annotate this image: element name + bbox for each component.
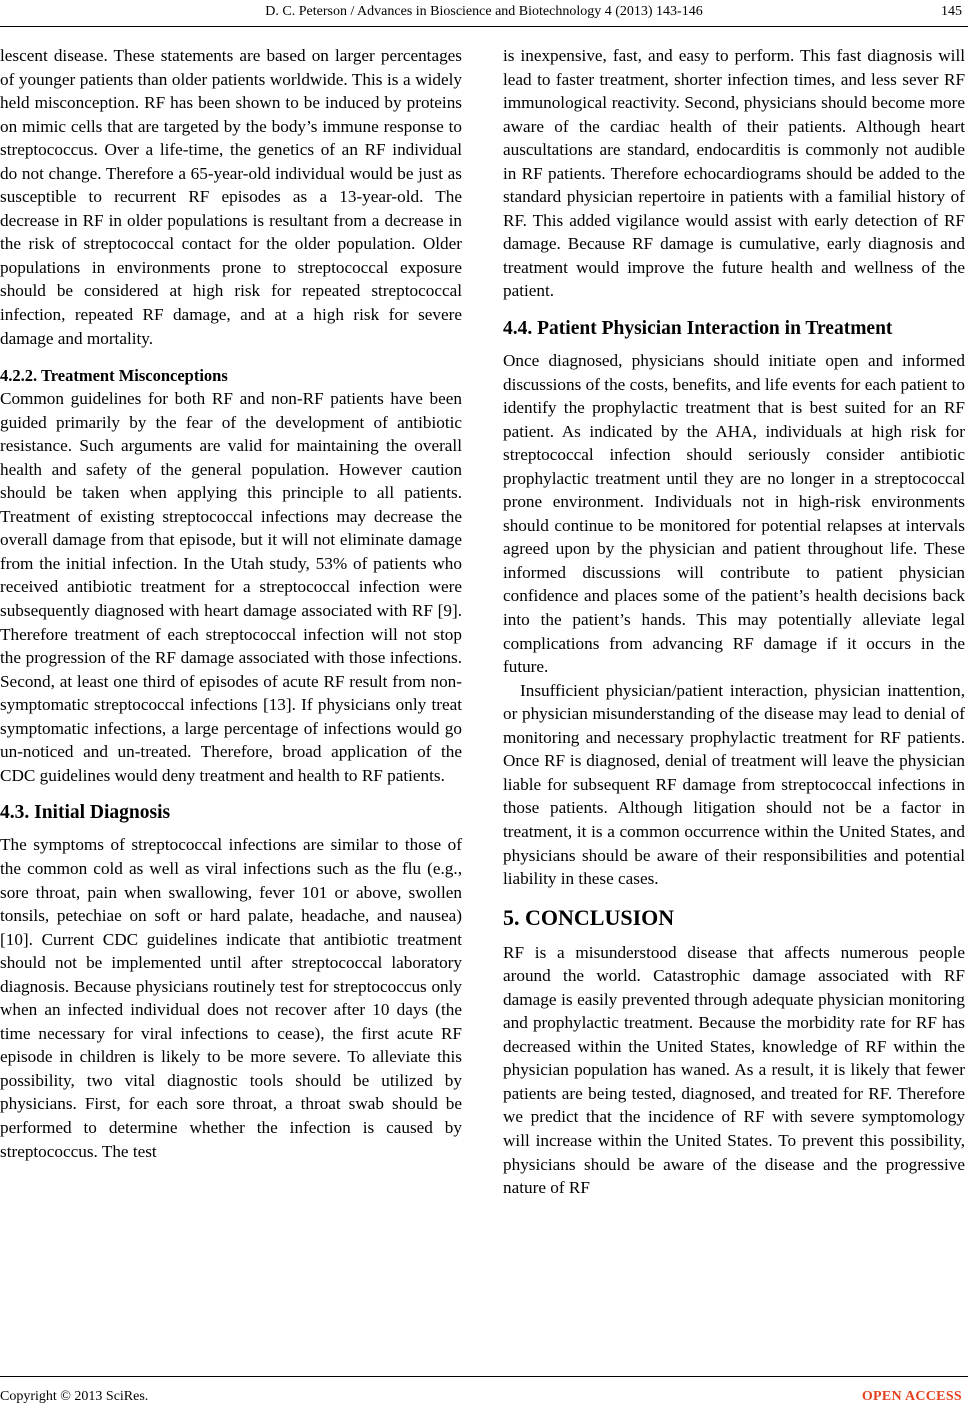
left-column <box>0 44 462 1163</box>
open-access-label: OPEN ACCESS <box>861 1389 962 1404</box>
section-heading: 4.4. Patient Physician Interaction in Treatment <box>503 318 893 340</box>
copyright-notice: Copyright © 2013 SciRes. <box>0 1389 149 1404</box>
header-divider <box>0 26 968 27</box>
section-heading: 4.3. Initial Diagnosis <box>0 802 171 824</box>
section-heading: 5. CONCLUSION <box>503 904 675 930</box>
subsection-heading: 4.2.2. Treatment Misconceptions <box>0 366 228 386</box>
right-column <box>503 44 965 1200</box>
paragraph: Insufficient physician/patient interaction, physician inattention, or physician misunderstanding of the disease may lead to denial of monitoring and necessary prophylactic treatment for RF patients. Once RF is diagnosed, denial of treatment will leave the physician liable for subsequent RF damage from streptococcal infections in those patients. Although litigation should not be a factor in treatment, it is a common occurrence within the United States, and physicians should be aware of their responsibilities and potential liability in these cases. <box>503 680 965 889</box>
page-footer <box>0 1376 968 1412</box>
paragraph: lescent disease. These statements are based on larger percentages of younger patients than older patients worldwide. This is a widely held misconception. RF has been shown to be induced by proteins on mimic cells that are targeted by the body’s immune response to streptococcus. Over a life-time, the genetics of an RF individual do not change. Therefore a 65-year-old individual would be just as susceptible to recurrent RF episodes as a 13-year-old. The decrease in RF in older populations is resultant from a decrease in the risk of streptococcal contact for the older population. Older populations in environments prone to streptococcal exposure should be considered at high risk for repeated streptococcal infection, repeated RF damage, and at a high risk for severe damage and mortality. <box>0 46 462 348</box>
paragraph: is inexpensive, fast, and easy to perform. This fast diagnosis will lead to faster treatment, shorter infection times, and less sever RF immunological reactivity. Second, physicians should become more aware of the cardiac health of their patients. Although heart auscultations are standard, endocarditis is commonly not audible in RF patients. Therefore echocardiograms should be added to the standard physician repertoire in patients with a familial history of RF. This added vigilance would assist with early detection of RF damage. Because RF damage is cumulative, early diagnosis and treatment would improve the future health and wellness of the patient. <box>503 46 965 301</box>
paragraph: Common guidelines for both RF and non-RF patients have been guided primarily by the fear of the development of antibiotic resistance. Such arguments are valid for maintaining the overall health and safety of the general population. However caution should be taken when applying this principle to all patients. Treatment of existing streptococcal infections may decrease the overall damage from that episode, but it will not eliminate damage from the initial infection. In the Utah study, 53% of patients who received antibiotic treatment for a streptococcal infection were subsequently diagnosed with heart damage associated with RF [9]. Therefore treatment of each streptococcal infection will not stop the progression of the RF damage associated with those infections. Second, at least one third of episodes of acute RF result from non-symptomatic streptococcal infections [13]. If physicians only treat symptomatic infections, a large percentage of infections would go un-noticed and un-treated. Therefore, broad application of the CDC guidelines would deny treatment and health to RF patients. <box>0 389 462 785</box>
running-head: D. C. Peterson / Advances in Bioscience and Biotechnology 4 (2013) 143-146 <box>265 4 703 19</box>
paragraph: The symptoms of streptococcal infections are similar to those of the common cold as well as viral infections such as the flu (e.g., sore throat, pain when swallowing, fever 101 or above, swollen tonsils, petechiae on soft or hard palate, headache, and nausea) [10]. Current CDC guidelines indicate that antibiotic treatment should not be implemented until after streptococcal laboratory diagnosis. Because physicians routinely test for streptococcus only when an infected individual does not recover after 10 days (the time necessary for viral infections to cease), the first acute RF episode in children is likely to be more severe. To alleviate this possibility, two vital diagnostic tools should be utilized by physicians. First, for each sore throat, a throat swab should be performed to determine whether the infection is caused by streptococcus. The test <box>0 835 462 1161</box>
paragraph: RF is a misunderstood disease that affects numerous people around the world. Catastrophic damage associated with RF damage is easily prevented through adequate physician monitoring and prophylactic treatment. Because the morbidity rate for RF has decreased within the United States, knowledge of RF within the physician population has waned. As a result, it is likely that fewer patients are being tested, diagnosed, and treated for RF. Therefore we predict that the incidence of RF with severe symptomology will increase within the United States. To prevent this possibility, physicians should be aware of the disease and the progressive nature of RF <box>503 942 965 1198</box>
paragraph: Once diagnosed, physicians should initiate open and informed discussions of the costs, benefits, and life events for each patient to identify the prophylactic treatment that is best suited for an RF patient. As indicated by the AHA, individuals at high risk for streptococcal infection should seriously consider antibiotic prophylactic treatment until they are no longer in a streptococcal prone environment. Individuals not in high-risk environments should continue to be monitored for potential relapses at intervals agreed upon by the physician and patient throughout life. These informed discussions will contribute to patient physician confidence and places some of the patient’s health decisions back into the patient’s hands. This may potentially alleviate legal complications from advancing RF damage if it occurs in the future. <box>503 351 965 677</box>
page-number: 145 <box>941 4 962 19</box>
footer-divider <box>0 1376 968 1377</box>
